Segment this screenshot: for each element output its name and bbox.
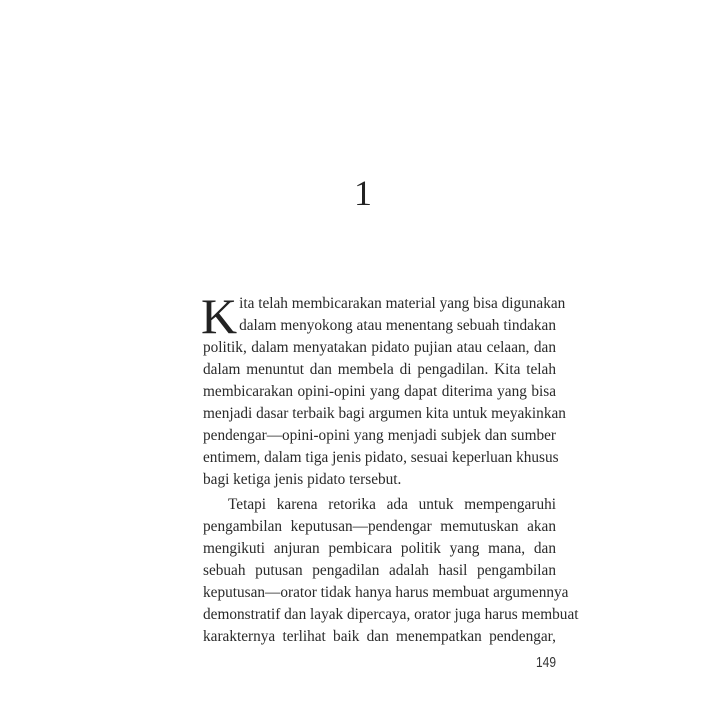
text-line: mengikuti anjuran pembicara politik yang mana, dan <box>203 540 556 557</box>
text-line: Tetapi karena retorika ada untuk mempengaruhi <box>228 496 556 513</box>
text-line: menjadi dasar terbaik bagi argumen kita untuk meyakinkan <box>203 405 566 422</box>
text-line: sebuah putusan pengadilan adalah hasil pengambilan <box>203 562 556 579</box>
text-line: demonstratif dan layak dipercaya, orator juga harus membuat <box>203 606 579 623</box>
text-line: pengambilan keputusan—pendengar memutuskan akan <box>203 518 556 535</box>
paragraph-1 <box>201 288 566 491</box>
text-line: karakternya terlihat baik dan menempatkan pendengar, <box>203 628 556 645</box>
chapter-number: 1 <box>354 173 372 213</box>
text-line: dalam menyokong atau menentang sebuah tindakan <box>239 317 556 334</box>
page-number: 149 <box>535 654 556 671</box>
drop-cap: K <box>201 288 238 344</box>
text-line: pendengar—opini-opini yang menjadi subjek dan sumber <box>203 427 556 444</box>
text-line: ita telah membicarakan material yang bisa digunakan <box>239 295 566 312</box>
text-line: keputusan—orator tidak hanya harus membuat argumennya <box>203 584 569 601</box>
text-line: politik, dalam menyatakan pidato pujian atau celaan, dan <box>203 339 556 356</box>
text-line: membicarakan opini-opini yang dapat diterima yang bisa <box>203 383 556 400</box>
text-line: bagi ketiga jenis pidato tersebut. <box>203 471 402 488</box>
paragraph-2 <box>203 494 579 648</box>
text-line: entimem, dalam tiga jenis pidato, sesuai keperluan khusus <box>203 449 559 466</box>
text-line: dalam menuntut dan membela di pengadilan. Kita telah <box>203 361 556 378</box>
